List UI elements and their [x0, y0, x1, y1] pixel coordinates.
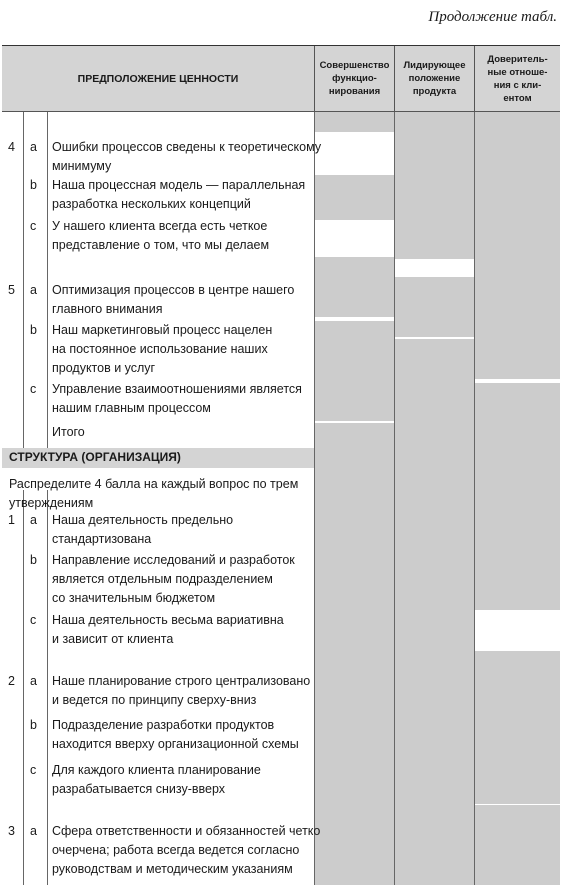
score-cell [314, 257, 394, 317]
item-letter: a [30, 674, 37, 688]
score-cell [394, 339, 474, 383]
column-divider [23, 112, 24, 448]
score-cell [474, 550, 560, 610]
score-cell [314, 381, 394, 421]
header-line: ентом [503, 92, 532, 104]
column-divider [23, 490, 24, 885]
item-letter: a [30, 140, 37, 154]
item-number: 5 [8, 283, 15, 297]
item-number: 1 [8, 513, 15, 527]
score-cell [314, 674, 394, 714]
score-cell [394, 820, 474, 885]
statement-text: Ошибки процессов сведены к теоретическому [52, 140, 322, 154]
score-cell [474, 821, 560, 885]
column-divider [47, 490, 48, 885]
score-cell [314, 450, 394, 616]
section-title: СТРУКТУРА (ОРГАНИЗАЦИЯ) [9, 450, 181, 464]
score-cell [314, 760, 394, 821]
header-line: продукта [412, 86, 457, 97]
statement-text: является отдельным подразделением [52, 572, 273, 586]
item-letter: a [30, 824, 37, 838]
score-cell [474, 450, 560, 550]
score-cell [474, 805, 560, 821]
score-cell [474, 651, 560, 754]
score-cell [474, 257, 560, 339]
column-divider [394, 112, 395, 885]
score-cell [314, 321, 394, 381]
score-cell [394, 718, 474, 820]
item-letter: b [30, 553, 37, 567]
header-line: функцио- [332, 73, 377, 84]
score-cell [314, 714, 394, 760]
header-operational-excellence [314, 46, 394, 111]
item-letter: b [30, 718, 37, 732]
statement-text: Итого [52, 425, 85, 439]
header-line: ные отноше- [487, 66, 548, 78]
score-cell [314, 611, 394, 674]
item-letter: c [30, 382, 37, 396]
header-line: Лидирующее [403, 60, 466, 71]
statement-text: Направление исследований и разработок [52, 553, 295, 567]
statement-text: стандартизована [52, 532, 152, 546]
item-letter: c [30, 763, 37, 777]
statement-text: находится вверху организационной схемы [52, 737, 299, 751]
statement-text: главного внимания [52, 302, 163, 316]
score-cell [394, 443, 474, 551]
statement-text: Наш маркетинговый процесс нацелен [52, 323, 273, 337]
column-divider [47, 112, 48, 448]
column-divider [314, 112, 315, 885]
score-cell [394, 674, 474, 718]
table-continuation-caption: Продолжение табл. [428, 9, 557, 25]
statement-text: и зависит от клиента [52, 632, 174, 646]
statement-text: Для каждого клиента планирование [52, 763, 261, 777]
statement-text: Наша деятельность предельно [52, 513, 234, 527]
header-product-leadership [394, 46, 474, 111]
header-line: нирования [328, 86, 381, 97]
value-proposition-table [2, 45, 560, 885]
item-number: 3 [8, 824, 15, 838]
item-letter: b [30, 323, 37, 337]
statement-text: со значительным бюджетом [52, 591, 216, 605]
statement-text: и ведется по принципу сверху-вниз [52, 693, 257, 707]
section-instruction: утверждениям [9, 496, 94, 510]
statement-text: разрабатывается снизу-вверх [52, 782, 226, 796]
score-cell [314, 175, 394, 220]
score-cell [394, 551, 474, 611]
item-letter: a [30, 513, 37, 527]
statement-text: руководствам и методическим указаниям [52, 862, 293, 876]
statement-text: нашим главным процессом [52, 401, 211, 415]
statement-text: на постоянное использование наших [52, 342, 268, 356]
score-cell [474, 754, 560, 804]
item-number: 4 [8, 140, 15, 154]
statement-text: разработка нескольких концепций [52, 197, 251, 211]
score-cell [394, 277, 474, 337]
score-cell [394, 611, 474, 674]
statement-text: продуктов и услуг [52, 361, 156, 375]
item-number: 2 [8, 674, 15, 688]
statement-text: У нашего клиента всегда есть четкое [52, 219, 268, 233]
section-instruction: Распределите 4 балла на каждый вопрос по трем [9, 477, 299, 491]
statement-text: Наша деятельность весьма вариативна [52, 613, 284, 627]
statement-text: Наша процессная модель — параллельная [52, 178, 306, 192]
item-letter: c [30, 219, 37, 233]
score-cell [314, 821, 394, 885]
score-cell [314, 112, 394, 132]
header-customer-intimacy [474, 46, 560, 111]
statement-text: Сфера ответственности и обязанностей четко [52, 824, 321, 838]
statement-text: Наше планирование строго централизовано [52, 674, 311, 688]
header-line: Совершенство [319, 60, 390, 71]
statement-text: Подразделение разработки продуктов [52, 718, 275, 732]
statement-text: очерчена; работа всегда ведется согласно [52, 843, 300, 857]
score-cell [474, 339, 560, 379]
item-letter: b [30, 178, 37, 192]
item-letter: c [30, 613, 37, 627]
header-value-proposition: ПРЕДПОЛОЖЕНИЕ ЦЕННОСТИ [77, 72, 239, 85]
score-cell [394, 215, 474, 259]
statement-text: представление о том, что мы делаем [52, 238, 270, 252]
header-line: ния с кли- [493, 79, 542, 91]
item-letter: a [30, 283, 37, 297]
table-header [2, 45, 560, 112]
column-divider [474, 112, 475, 885]
header-line: Доверитель- [487, 53, 548, 65]
statement-text: Управление взаимоотношениями является [52, 382, 302, 396]
header-line: положение [408, 73, 461, 84]
score-cell [394, 383, 474, 423]
statement-text: Оптимизация процессов в центре нашего [52, 283, 295, 297]
statement-text: минимуму [52, 159, 112, 173]
score-cell [474, 112, 560, 257]
score-cell [394, 112, 474, 215]
